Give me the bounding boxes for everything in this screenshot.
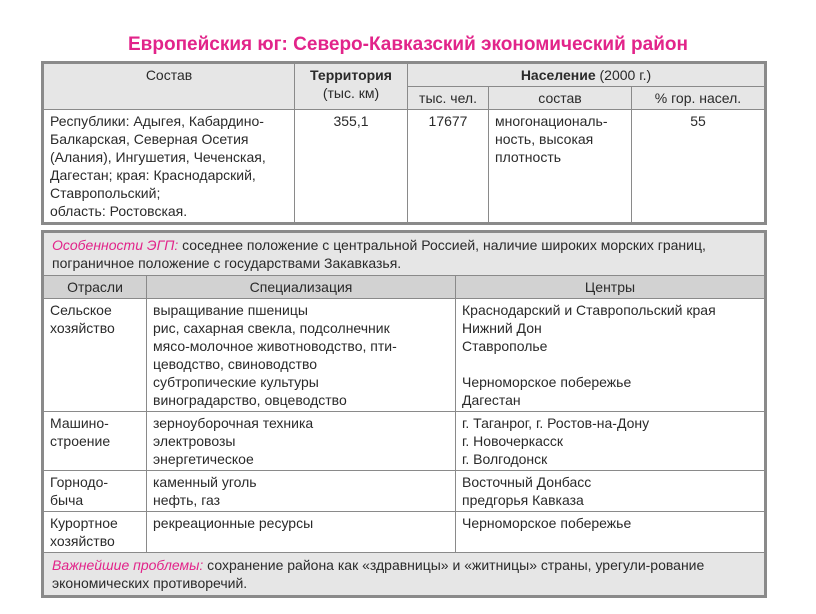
branch-cell — [44, 412, 147, 471]
center-line: предгорья Кавказа — [462, 492, 584, 508]
center-line: Нижний Дон — [462, 320, 542, 336]
spec-line: виноградарство, овцеводство — [153, 392, 347, 408]
center-line: Восточный Донбасс — [462, 474, 592, 490]
egp-text: соседнее положение с центральной Россией, наличие широких морских границ, пограничное положение с государствами Закавказья. — [52, 237, 706, 271]
egp-note — [44, 233, 765, 276]
branch-line: Горнодо- — [50, 474, 109, 490]
header-pop-count: тыс. чел. — [408, 87, 489, 110]
header-population-label: Население — [520, 67, 596, 83]
branch-line: быча — [50, 492, 84, 508]
spec-line: зерноуборочная техника — [153, 415, 314, 431]
problems-text: сохранение района как «здравницы» и «житницы» страны, урегули-рование экономических противоречий. — [52, 557, 705, 591]
header-population-year: (2000 г.) — [599, 67, 652, 83]
spec-line: выращивание пшеницы — [153, 302, 308, 318]
page-title: Европейския юг: Северо-Кавказский экономический район — [128, 34, 688, 55]
header-branches: Отрасли — [44, 276, 147, 299]
branch-line: хозяйство — [50, 533, 115, 549]
branch-line: Машино- — [50, 415, 109, 431]
composition-line: область: Ростовская. — [50, 203, 188, 219]
table-row — [44, 299, 765, 412]
spec-line: электровозы — [153, 433, 236, 449]
center-cell — [456, 412, 765, 471]
branch-cell — [44, 512, 147, 553]
economy-table — [43, 232, 765, 596]
center-line: Черноморское побережье — [462, 374, 632, 390]
pop-composition-cell — [489, 110, 632, 223]
branch-line: строение — [50, 433, 111, 449]
table-row — [44, 412, 765, 471]
center-line — [462, 355, 758, 373]
problems-note — [44, 553, 765, 596]
composition-table — [43, 63, 765, 223]
composition-line: Дагестан; края: Краснодарский, — [50, 167, 256, 183]
branch-cell — [44, 471, 147, 512]
center-line: Черноморское побережье — [462, 515, 632, 531]
composition-line: Республики: Адыгея, Кабардино- — [50, 113, 264, 129]
table-row — [44, 471, 765, 512]
header-pop-urban: % гор. насел. — [632, 87, 765, 110]
pop-composition-line: ность, высокая — [495, 131, 594, 147]
pop-composition-line: многонациональ- — [495, 113, 608, 129]
spec-line: нефть, газ — [153, 492, 221, 508]
branch-line: Курортное — [50, 515, 118, 531]
spec-line: рис, сахарная свекла, подсолнечник — [153, 320, 390, 336]
center-cell — [456, 512, 765, 553]
header-territory-label: Территория — [310, 67, 392, 83]
header-population — [408, 64, 765, 87]
spec-line: мясо-молочное животноводство, пти- — [153, 338, 397, 354]
composition-line: Балкарская, Северная Осетия — [50, 131, 249, 147]
spec-line: субтропические культуры — [153, 374, 319, 390]
header-composition: Состав — [44, 64, 295, 110]
pop-composition-line: плотность — [495, 149, 562, 165]
center-line: Ставрополье — [462, 338, 548, 354]
center-line: Дагестан — [462, 392, 521, 408]
composition-line: (Алания), Ингушетия, Чеченская, — [50, 149, 266, 165]
spec-cell — [147, 412, 456, 471]
spec-line: энергетическое — [153, 451, 254, 467]
territory-value: 355,1 — [295, 110, 408, 223]
egp-label: Особенности ЭГП: — [52, 237, 179, 253]
header-territory — [295, 64, 408, 110]
problems-label: Важнейшие проблемы: — [52, 557, 204, 573]
center-cell — [456, 299, 765, 412]
branch-cell — [44, 299, 147, 412]
center-line: г. Таганрог, г. Ростов-на-Дону — [462, 415, 650, 431]
header-territory-unit: (тыс. км) — [322, 85, 380, 101]
spec-cell — [147, 299, 456, 412]
header-pop-composition: состав — [489, 87, 632, 110]
branch-line: хозяйство — [50, 320, 115, 336]
header-centers: Центры — [456, 276, 765, 299]
spec-cell — [147, 512, 456, 553]
spec-line: каменный уголь — [153, 474, 257, 490]
composition-cell — [44, 110, 295, 223]
branch-line: Сельское — [50, 302, 112, 318]
spec-cell — [147, 471, 456, 512]
center-line: г. Новочеркасск — [462, 433, 564, 449]
header-specialization: Специализация — [147, 276, 456, 299]
center-line: Краснодарский и Ставропольский края — [462, 302, 716, 318]
composition-line: Ставропольский; — [50, 185, 161, 201]
pop-count-value: 17677 — [408, 110, 489, 223]
pop-urban-value: 55 — [632, 110, 765, 223]
table-row — [44, 512, 765, 553]
center-line: г. Волгодонск — [462, 451, 548, 467]
spec-line: рекреационные ресурсы — [153, 515, 314, 531]
spec-line: цеводство, свиноводство — [153, 356, 318, 372]
center-cell — [456, 471, 765, 512]
